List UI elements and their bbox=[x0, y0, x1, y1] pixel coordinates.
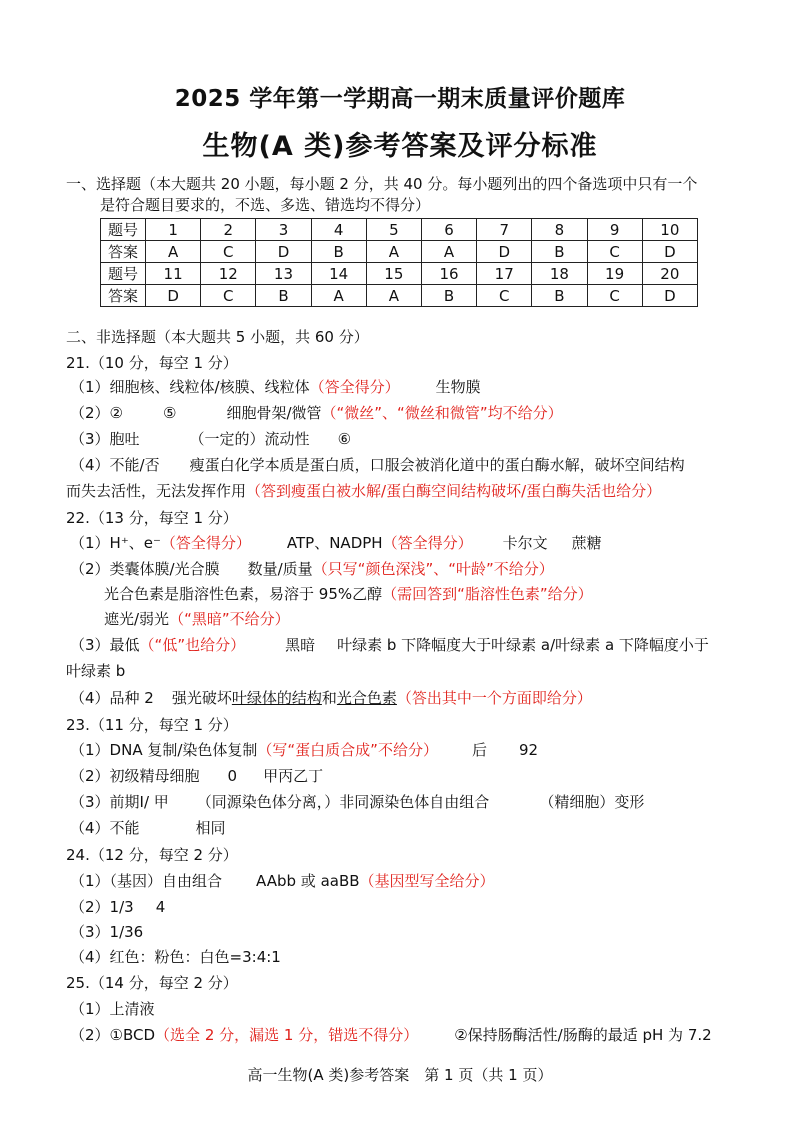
question-number-cell: 3 bbox=[256, 219, 311, 241]
q25-2-answer-b: ②保持肠酶活性/肠酶的最适 pH 为 7.2 bbox=[454, 1026, 712, 1044]
answer-cell: C bbox=[201, 285, 256, 307]
q22-4-and: 和 bbox=[321, 689, 337, 707]
q22-line7 bbox=[70, 688, 592, 708]
q24-line4: （4）红色：粉色：白色=3:4:1 bbox=[70, 948, 281, 966]
answer-cell: B bbox=[532, 285, 587, 307]
q21-line4 bbox=[70, 455, 685, 475]
q23-title: 23.（11 分，每空 1 分） bbox=[66, 716, 238, 734]
q22-2-answer-c: 光合色素是脂溶性色素，易溶于 95%乙醇 bbox=[104, 585, 383, 603]
q25-title: 25.（14 分，每空 2 分） bbox=[66, 974, 238, 992]
answer-cell: D bbox=[477, 241, 532, 263]
question-number-cell: 6 bbox=[421, 219, 476, 241]
q23-3-answer-b: （同源染色体分离，）非同源染色体自由组合 bbox=[196, 793, 490, 811]
answer-cell: A bbox=[146, 241, 201, 263]
question-number-cell: 10 bbox=[642, 219, 697, 241]
question-number-cell: 11 bbox=[146, 263, 201, 285]
q21-1-answer: （1）细胞核、线粒体/核膜、线粒体 bbox=[70, 378, 310, 396]
q22-4-underlined-structure: 叶绿体的结构 bbox=[231, 689, 322, 707]
question-number-cell: 16 bbox=[421, 263, 476, 285]
q21-2-answer-b: ⑤ bbox=[163, 404, 177, 422]
q22-line6: 叶绿素 b bbox=[66, 662, 126, 680]
q22-line4 bbox=[104, 609, 290, 629]
q21-line1 bbox=[70, 377, 481, 397]
q21-3-answer-a: （3）胞吐 bbox=[70, 430, 140, 448]
question-number-cell: 20 bbox=[642, 263, 697, 285]
q23-1-answer-a: （1）DNA 复制/染色体复制 bbox=[70, 741, 258, 759]
q23-line2 bbox=[70, 766, 323, 786]
q25-2-answer-a: （2）①BCD bbox=[70, 1026, 156, 1044]
row-label-answer: 答案 bbox=[101, 241, 146, 263]
question-number-cell: 17 bbox=[477, 263, 532, 285]
question-number-cell: 19 bbox=[587, 263, 642, 285]
section1-heading-line1: 一、选择题（本大题共 20 小题，每小题 2 分，共 40 分。每小题列出的四个备选项中只有一个 bbox=[66, 175, 698, 193]
q21-line2 bbox=[70, 403, 563, 423]
q24-title: 24.（12 分，每空 2 分） bbox=[66, 846, 238, 864]
answer-cell: C bbox=[201, 241, 256, 263]
q25-2-note: （选全 2 分，漏选 1 分，错选不得分） bbox=[155, 1026, 419, 1044]
q21-line3 bbox=[70, 429, 351, 449]
page-title: 2025 学年第一学期高一期末质量评价题库 bbox=[174, 86, 626, 112]
question-number-cell: 5 bbox=[366, 219, 421, 241]
q22-line2 bbox=[70, 559, 554, 579]
q21-1-answer-b: 生物膜 bbox=[435, 378, 481, 396]
question-number-cell: 14 bbox=[311, 263, 366, 285]
q21-line5 bbox=[66, 481, 661, 501]
q24-line3: （3）1/36 bbox=[70, 923, 144, 941]
q21-2-note: （“微丝”、“微丝和微管”均不给分） bbox=[321, 404, 563, 422]
q22-2-note3: （“黑暗”不给分） bbox=[169, 610, 290, 628]
row-label-question: 题号 bbox=[101, 219, 146, 241]
answer-cell: B bbox=[532, 241, 587, 263]
q21-2-answer-c: 细胞骨架/微管 bbox=[226, 404, 322, 422]
q24-1-answer-b: AAbb 或 aaBB bbox=[256, 872, 360, 890]
answer-cell: D bbox=[256, 241, 311, 263]
q21-2-answer-a: （2）② bbox=[70, 404, 123, 422]
section1-heading-line2: 是符合题目要求的，不选、多选、错选均不得分） bbox=[100, 196, 431, 214]
q23-line3 bbox=[70, 792, 644, 812]
q21-4-answer-a: （4）不能/否 bbox=[70, 456, 160, 474]
answer-cell: C bbox=[587, 241, 642, 263]
q25-line1: （1）上清液 bbox=[70, 1000, 155, 1018]
q21-4-note: （答到瘦蛋白被水解/蛋白酶空间结构破坏/蛋白酶失活也给分） bbox=[246, 482, 662, 500]
answer-cell: A bbox=[311, 285, 366, 307]
q22-4-underlined-pigment: 光合色素 bbox=[336, 689, 397, 707]
answer-table bbox=[100, 218, 698, 307]
answer-cell: D bbox=[146, 285, 201, 307]
row-label-answer: 答案 bbox=[101, 285, 146, 307]
q22-line5 bbox=[70, 635, 709, 655]
q23-4-answer-b: 相同 bbox=[195, 819, 226, 837]
q24-1-note: （基因型写全给分） bbox=[359, 872, 495, 890]
q23-2-answer-c: 甲丙乙丁 bbox=[263, 767, 324, 785]
question-number-cell: 8 bbox=[532, 219, 587, 241]
question-number-cell: 4 bbox=[311, 219, 366, 241]
answer-cell: B bbox=[311, 241, 366, 263]
q23-3-answer-a: （3）前期Ⅰ/ 甲 bbox=[70, 793, 169, 811]
q23-1-answer-c: 92 bbox=[518, 741, 539, 759]
q22-1-note1: （答全得分） bbox=[160, 534, 251, 552]
q23-2-answer-b: 0 bbox=[227, 767, 238, 785]
q22-1-answer-a: （1）H⁺、e⁻ bbox=[70, 534, 161, 552]
answer-cell: B bbox=[256, 285, 311, 307]
table-row-answers bbox=[101, 241, 698, 263]
answer-cell: A bbox=[366, 241, 421, 263]
q21-4-answer-b: 瘦蛋白化学本质是蛋白质，口服会被消化道中的蛋白酶水解，破坏空间结构 bbox=[189, 456, 685, 474]
q22-1-answer-d: 蔗糖 bbox=[571, 534, 602, 552]
question-number-cell: 2 bbox=[201, 219, 256, 241]
q23-line1 bbox=[70, 740, 538, 760]
table-row-question-numbers bbox=[101, 219, 698, 241]
q23-line4 bbox=[70, 818, 226, 838]
answer-cell: C bbox=[477, 285, 532, 307]
row-label-question: 题号 bbox=[101, 263, 146, 285]
q21-3-answer-b: （一定的）流动性 bbox=[189, 430, 310, 448]
q21-3-answer-c: ⑥ bbox=[337, 430, 352, 448]
q22-4-note: （答出其中一个方面即给分） bbox=[396, 689, 592, 707]
answer-cell: D bbox=[642, 285, 697, 307]
q22-line1 bbox=[70, 533, 602, 553]
q22-3-answer-c: 叶绿素 b 下降幅度大于叶绿素 a/叶绿素 a 下降幅度小于 bbox=[337, 636, 709, 654]
q22-title: 22.（13 分，每空 1 分） bbox=[66, 509, 238, 527]
q22-3-answer-a: （3）最低 bbox=[70, 636, 140, 654]
q24-line2 bbox=[70, 897, 165, 917]
question-number-cell: 9 bbox=[587, 219, 642, 241]
answer-cell: A bbox=[366, 285, 421, 307]
q22-2-answer-b: 数量/质量 bbox=[247, 560, 313, 578]
page-footer: 高一生物(A 类)参考答案 第 1 页（共 1 页） bbox=[247, 1066, 553, 1084]
q22-2-note2: （需回答到“脂溶性色素”给分） bbox=[382, 585, 593, 603]
q22-3-answer-b: 黑暗 bbox=[285, 636, 316, 654]
answer-cell: B bbox=[421, 285, 476, 307]
q21-1-note: （答全得分） bbox=[309, 378, 400, 396]
question-number-cell: 13 bbox=[256, 263, 311, 285]
answer-cell: D bbox=[642, 241, 697, 263]
q24-1-answer-a: （1）（基因）自由组合 bbox=[70, 872, 223, 890]
question-number-cell: 12 bbox=[201, 263, 256, 285]
q22-1-note2: （答全得分） bbox=[382, 534, 473, 552]
section2-heading: 二、非选择题（本大题共 5 小题，共 60 分） bbox=[66, 328, 369, 346]
q23-4-answer-a: （4）不能 bbox=[70, 819, 140, 837]
q24-2-answer-a: （2）1/3 bbox=[70, 898, 134, 916]
q23-1-answer-b: 后 bbox=[471, 741, 487, 759]
q22-line3 bbox=[104, 584, 593, 604]
q23-3-answer-c: （精细胞）变形 bbox=[539, 793, 645, 811]
question-number-cell: 7 bbox=[477, 219, 532, 241]
q24-line1 bbox=[70, 871, 495, 891]
q22-4-answer-a: （4）品种 2 bbox=[70, 689, 154, 707]
q25-line2 bbox=[70, 1025, 712, 1045]
question-number-cell: 1 bbox=[146, 219, 201, 241]
q22-1-answer-b: ATP、NADPH bbox=[286, 534, 383, 552]
q22-2-answer-a: （2）类囊体膜/光合膜 bbox=[70, 560, 220, 578]
question-number-cell: 15 bbox=[366, 263, 421, 285]
answer-cell: C bbox=[587, 285, 642, 307]
q21-title: 21.（10 分，每空 1 分） bbox=[66, 354, 238, 372]
table-row-answers bbox=[101, 285, 698, 307]
table-row-question-numbers bbox=[101, 263, 698, 285]
q22-3-note: （“低”也给分） bbox=[139, 636, 246, 654]
q21-4-answer-cont: 而失去活性，无法发挥作用 bbox=[66, 482, 247, 500]
q22-2-note: （只写“颜色深浅”、“叶龄”不给分） bbox=[312, 560, 554, 578]
q22-1-answer-c: 卡尔文 bbox=[502, 534, 548, 552]
q24-2-answer-b: 4 bbox=[155, 898, 166, 916]
question-number-cell: 18 bbox=[532, 263, 587, 285]
q23-2-answer-a: （2）初级精母细胞 bbox=[70, 767, 200, 785]
page-subtitle: 生物(A 类)参考答案及评分标准 bbox=[202, 131, 598, 162]
answer-cell: A bbox=[421, 241, 476, 263]
q22-4-answer-b: 强光破坏 bbox=[171, 689, 232, 707]
q22-2-answer-d: 遮光/弱光 bbox=[104, 610, 170, 628]
q23-1-note: （写“蛋白质合成”不给分） bbox=[257, 741, 438, 759]
